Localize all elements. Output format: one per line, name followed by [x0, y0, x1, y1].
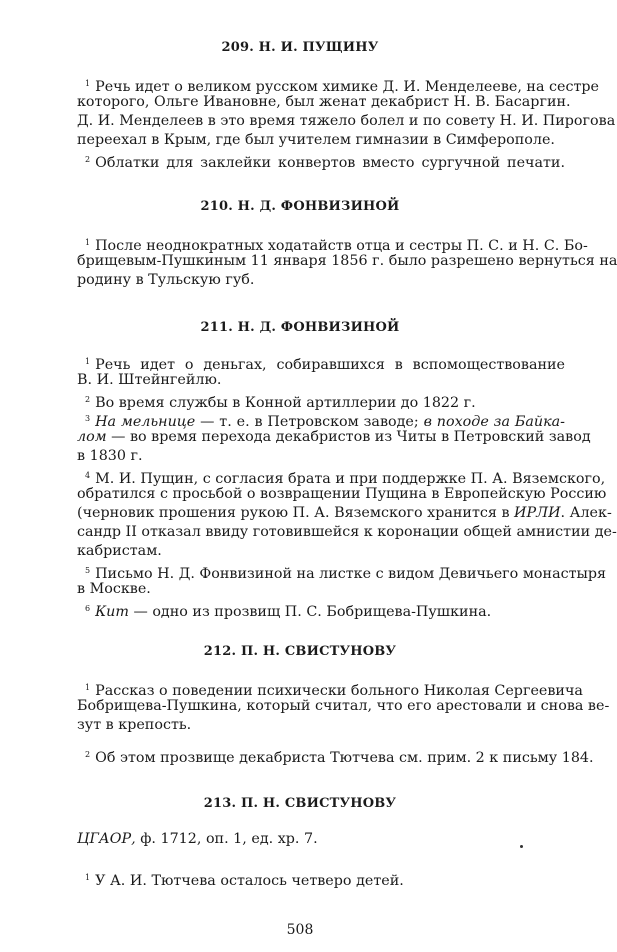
note-line: (черновик прошения рукою П. А. Вяземского хранится в ИРЛИ. Алек-: [77, 505, 612, 521]
note-line: Бобрищева-Пушкина, который считал, что его арестовали и снова ве-: [77, 698, 610, 714]
note-line: $^6$ Кит — одно из прозвищ П. С. Бобрищева-Пушкина.: [85, 604, 492, 620]
archive-reference: ЦГАОР, ф. 1712, оп. 1, ед. хр. 7.: [77, 831, 318, 847]
note-line: $^5$ Письмо Н. Д. Фонвизиной на листке с видом Девичьего монастыря: [85, 566, 607, 582]
note-line: зут в крепость.: [77, 717, 192, 733]
print-speck: [520, 845, 523, 848]
note-line: $^3$ На мельнице — т. е. в Петровском заводе; в походе за Байка-: [85, 414, 565, 430]
note-line: Д. И. Менделеев в это время тяжело болел и по совету Н. И. Пирогова: [77, 113, 616, 129]
note-line: $^2$ Об этом прозвище декабриста Тютчева см. прим. 2 к письму 184.: [85, 750, 594, 766]
section-heading-213: 213. П. Н. СВИСТУНОВУ: [203, 796, 397, 811]
note-line: в 1830 г.: [77, 448, 143, 464]
note-line: В. И. Штейнгейлю.: [77, 372, 222, 388]
note-line: $^2$ Облатки для заклейки конвертов вместо сургучной печати.: [85, 155, 565, 171]
note-line: $^1$ У А. И. Тютчева осталось четверо детей.: [85, 873, 404, 889]
note-line: сандр II отказал ввиду готовившейся к коронации общей амнистии де-: [77, 524, 617, 540]
section-heading-212: 212. П. Н. СВИСТУНОВУ: [203, 644, 397, 659]
section-heading-210: 210. Н. Д. ФОНВИЗИНОЙ: [200, 199, 400, 214]
page-number: 508: [286, 922, 314, 938]
note-line: лом — во время перехода декабристов из Читы в Петровский завод: [77, 429, 591, 445]
note-line: родину в Тульскую губ.: [77, 272, 255, 288]
note-line: кабристам.: [77, 543, 162, 559]
note-line: $^1$ После неоднократных ходатайств отца и сестры П. С. и Н. С. Бо-: [85, 238, 588, 254]
note-line: брищевым-Пушкиным 11 января 1856 г. было разрешено вернуться на: [77, 253, 617, 269]
note-line: которого, Ольге Ивановне, был женат декабрист Н. В. Басаргин.: [77, 94, 571, 110]
note-line: $^1$ Рассказ о поведении психически больного Николая Сергеевича: [85, 683, 583, 699]
section-heading-211: 211. Н. Д. ФОНВИЗИНОЙ: [200, 320, 400, 335]
note-line: в Москве.: [77, 581, 151, 597]
note-line: обратился с просьбой о возвращении Пущина в Европейскую Россию: [77, 486, 607, 502]
note-line: $^1$ Речь идет о деньгах, собиравшихся в вспомоществование: [85, 357, 565, 373]
note-line: $^4$ М. И. Пущин, с согласия брата и при поддержке П. А. Вяземского,: [85, 471, 606, 487]
section-heading-209: 209. Н. И. ПУЩИНУ: [221, 40, 379, 55]
note-line: $^1$ Речь идет о великом русском химике Д. И. Менделееве, на сестре: [85, 79, 600, 95]
note-line: $^2$ Во время службы в Конной артиллерии до 1822 г.: [85, 395, 476, 411]
note-line: переехал в Крым, где был учителем гимназии в Симферополе.: [77, 132, 555, 148]
